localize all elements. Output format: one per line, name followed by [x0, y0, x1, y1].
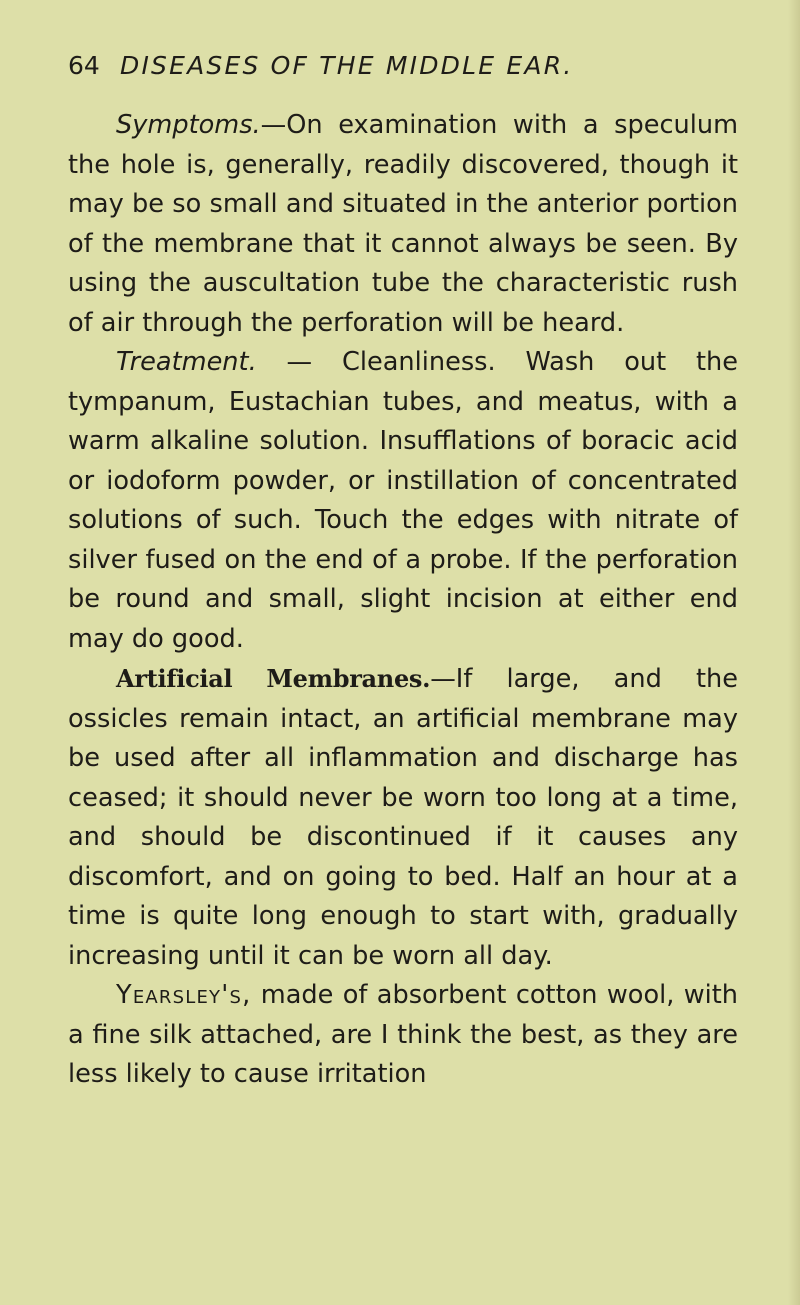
artificial-membranes-heading: Artificial Membranes. — [116, 664, 431, 693]
artificial-membranes-text: —If large, and the ossicles remain intact, an artificial membrane may be used after all inflammation and discharge has ceased; it should never be worn too long at a time, and should be discontinued if it causes any discomfort, and on going to bed. Half an hour at a time is quite long enough to start with, gradually increasing until it can be worn all day. — [68, 664, 738, 971]
symptoms-heading: Symptoms. — [116, 110, 261, 140]
running-head: DISEASES OF THE MIDDLE EAR. — [120, 51, 574, 80]
treatment-text: — Cleanliness. Wash out the tympanum, Eustachian tubes, and meatus, with a warm alkaline solution. Insufflations of boracic acid or iodoform powder, or instillation of concentrated solutions of such. Touch the edges with nitrate of silver fused on the end of a probe. If the perforation be round and small, slight incision at either end may do good. — [68, 347, 738, 654]
yearsley-heading: Yearsley's, — [116, 980, 252, 1010]
treatment-heading: Treatment. — [116, 347, 257, 377]
page-number: 64 — [68, 51, 100, 80]
body-text — [68, 106, 738, 1095]
paragraph-artificial-membranes — [68, 659, 738, 976]
page-header — [68, 46, 768, 86]
page-edge-shadow — [788, 0, 800, 1305]
symptoms-text: —On examination with a speculum the hole is, generally, readily discovered, though it may be so small and situated in the anterior portion of the membrane that it cannot always be seen. By using the auscultation tube the characteristic rush of air through the perforation will be heard. — [68, 110, 738, 338]
paragraph-symptoms — [68, 106, 738, 343]
paragraph-treatment — [68, 343, 738, 659]
yearsley-text: made of absorbent cotton wool, with a fine silk attached, are I think the best, as they are less likely to cause irritation — [68, 980, 738, 1089]
paragraph-yearsley — [68, 976, 738, 1095]
